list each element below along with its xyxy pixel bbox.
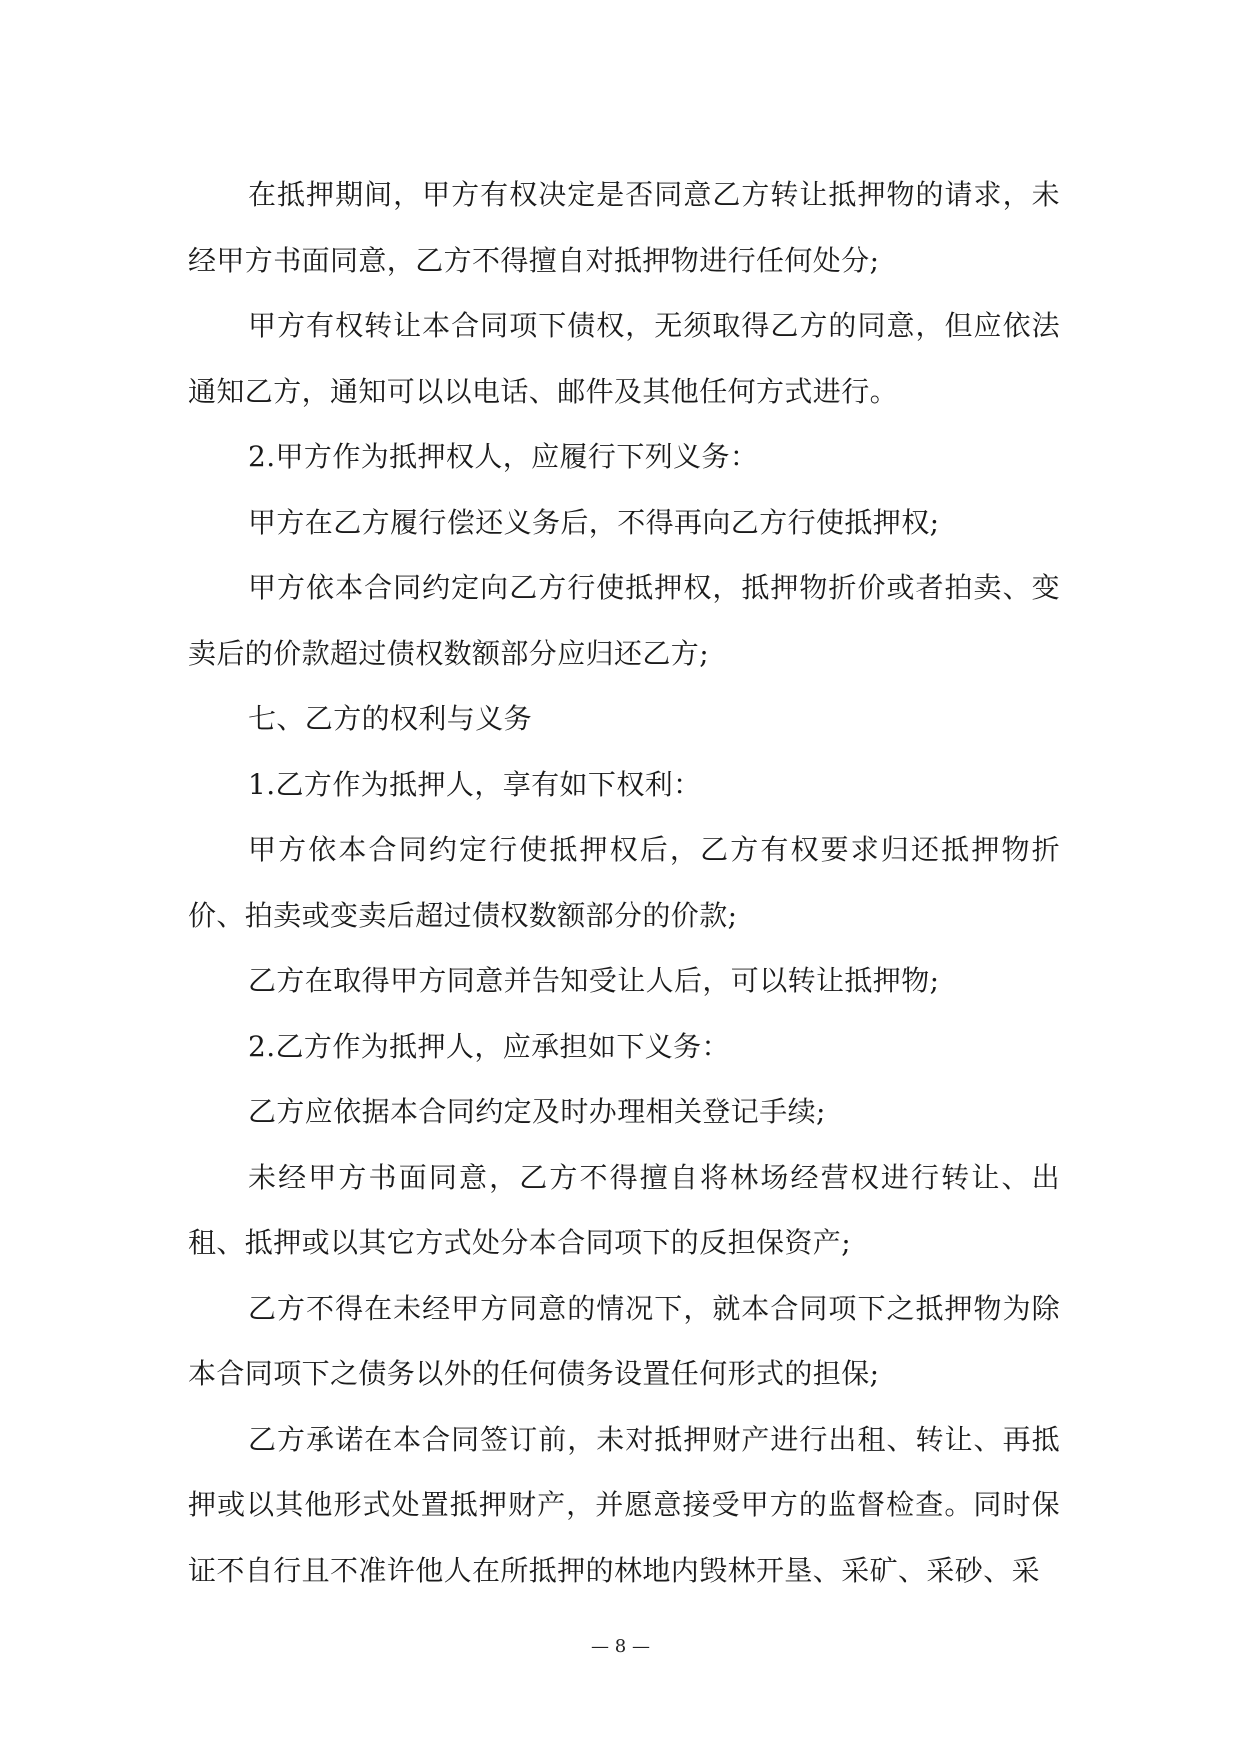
paragraph: 甲方依本合同约定行使抵押权后，乙方有权要求归还抵押物折价、拍卖或变卖后超过债权数额部分的价款; xyxy=(188,833,1060,932)
clause-heading: 2.乙方作为抵押人，应承担如下义务： xyxy=(248,1029,730,1063)
section-heading: 七、乙方的权利与义务 xyxy=(248,702,533,735)
document-body xyxy=(188,162,1060,1603)
page-number: — 8 — xyxy=(591,1636,650,1657)
paragraph: 甲方有权转让本合同项下债权，无须取得乙方的同意，但应依法通知乙方，通知可以以电话、邮件及其他任何方式进行。 xyxy=(188,309,1060,408)
paragraph: 未经甲方书面同意，乙方不得擅自将林场经营权进行转让、出租、抵押或以其它方式处分本合同项下的反担保资产; xyxy=(188,1160,1060,1259)
paragraph: 乙方在取得甲方同意并告知受让人后，可以转让抵押物; xyxy=(248,964,940,997)
paragraph: 乙方不得在未经甲方同意的情况下，就本合同项下之抵押物为除本合同项下之债务以外的任何债务设置任何形式的担保; xyxy=(188,1291,1060,1390)
paragraph: 乙方承诺在本合同签订前，未对抵押财产进行出租、转让、再抵押或以其他形式处置抵押财产，并愿意接受甲方的监督检查。同时保证不自行且不准许他人在所抵押的林地内毁林开垦、采矿、采砂、采 xyxy=(188,1422,1060,1587)
paragraph: 甲方依本合同约定向乙方行使抵押权，抵押物折价或者拍卖、变卖后的价款超过债权数额部分应归还乙方; xyxy=(188,571,1060,670)
paragraph: 甲方在乙方履行偿还义务后，不得再向乙方行使抵押权; xyxy=(248,505,940,539)
paragraph: 在抵押期间，甲方有权决定是否同意乙方转让抵押物的请求，未经甲方书面同意，乙方不得擅自对抵押物进行任何处分; xyxy=(188,178,1060,277)
paragraph: 乙方应依据本合同约定及时办理相关登记手续; xyxy=(248,1095,826,1128)
clause-heading: 1.乙方作为抵押人，享有如下权利： xyxy=(248,767,702,801)
clause-heading: 2.甲方作为抵押权人，应履行下列义务： xyxy=(248,440,759,473)
